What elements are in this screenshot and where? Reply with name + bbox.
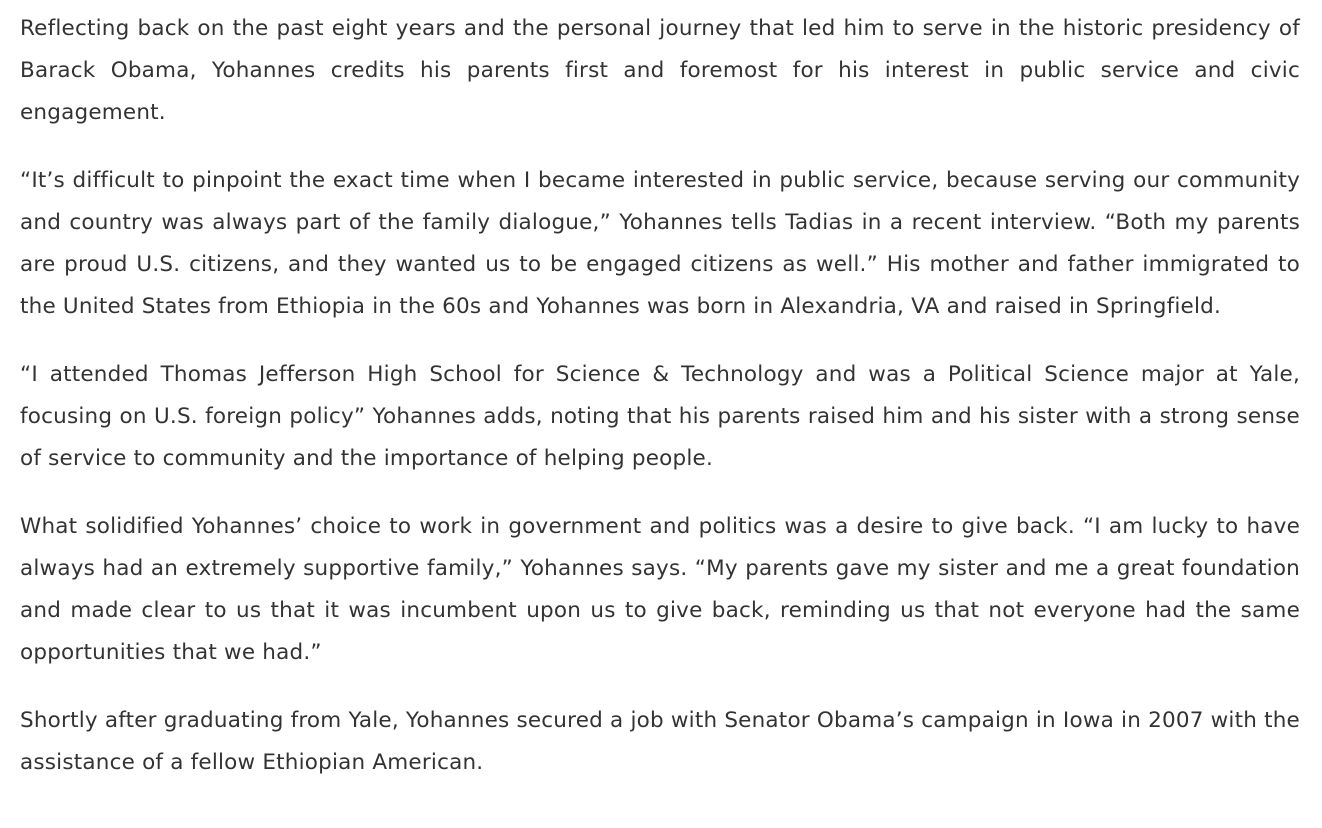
- article-paragraph: Shortly after graduating from Yale, Yohannes secured a job with Senator Obama’s campaign in Iowa in 2007 with the assistance of a fellow Ethiopian American.: [20, 708, 1300, 775]
- article-body: [20, 8, 1300, 810]
- article-paragraph: “It’s difficult to pinpoint the exact time when I became interested in public service, because serving our community and country was always part of the family dialogue,” Yohannes tells Tadias in a recent interview. “Both my parents are proud U.S. citizens, and they wanted us to be engaged citizens as well.” His mother and father immigrated to the United States from Ethiopia in the 60s and Yohannes was born in Alexandria, VA and raised in Springfield.: [20, 168, 1300, 319]
- article-paragraph: “I attended Thomas Jefferson High School for Science & Technology and was a Political Science major at Yale, focusing on U.S. foreign policy” Yohannes adds, noting that his parents raised him and his sister with a strong sense of service to community and the importance of helping people.: [20, 362, 1300, 471]
- article-paragraph: Reflecting back on the past eight years and the personal journey that led him to serve in the historic presidency of Barack Obama, Yohannes credits his parents first and foremost for his interest in public service and civic engagement.: [20, 16, 1300, 125]
- article-paragraph: What solidified Yohannes’ choice to work in government and politics was a desire to give back. “I am lucky to have always had an extremely supportive family,” Yohannes says. “My parents gave my sister and me a great foundation and made clear to us that it was incumbent upon us to give back, reminding us that not everyone had the same opportunities that we had.”: [20, 514, 1300, 665]
